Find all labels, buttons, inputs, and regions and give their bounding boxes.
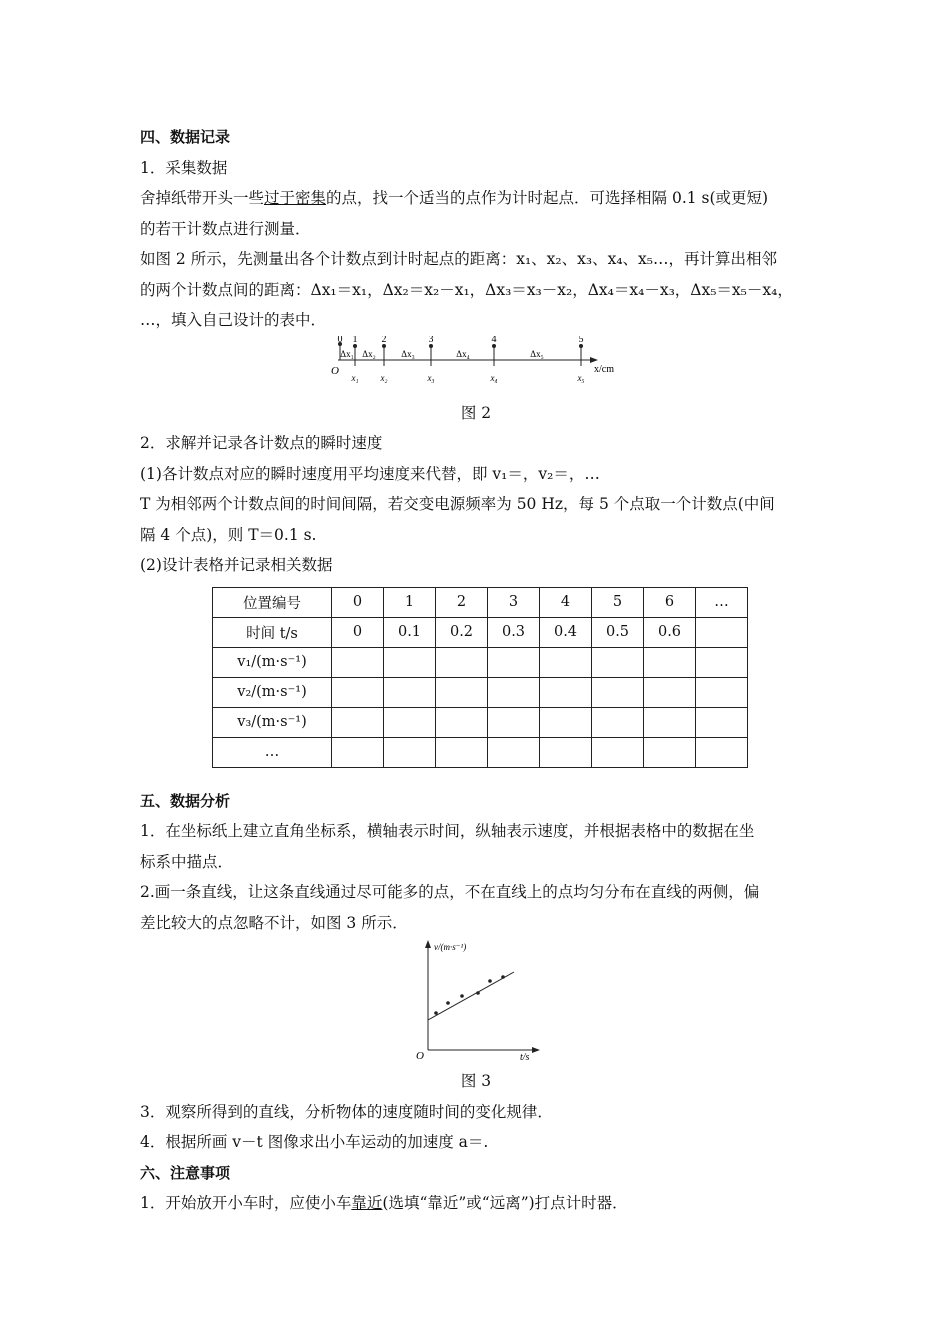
tape-label-2: 2 <box>381 335 387 345</box>
paragraph-draw-line: 2.画一条直线，让这条直线通过尽可能多的点，不在直线上的点均匀分布在直线的两侧，偏 <box>140 883 760 901</box>
paragraph-draw-line-cont: 差比较大的点忽略不计，如图 3 所示． <box>140 913 408 932</box>
tape-label-0: 0 <box>337 335 343 345</box>
table-cell: 时间 t/s <box>213 617 332 647</box>
section-heading-notes: 六、注意事项 <box>140 1163 231 1182</box>
underlined-answer: 靠近 <box>351 1194 383 1212</box>
delta-label-2: Δx₂ <box>362 348 376 359</box>
data-table <box>212 587 748 768</box>
vt-point <box>446 1001 450 1005</box>
table-cell: 0.1 <box>384 617 436 647</box>
tape-label-4: 4 <box>491 335 497 345</box>
section-heading-data-analysis: 五、数据分析 <box>140 791 231 810</box>
vt-point <box>501 975 505 979</box>
table-cell: 0.5 <box>592 617 644 647</box>
table-cell <box>696 617 748 647</box>
table-row <box>213 737 748 767</box>
delta-label-4: Δx₄ <box>456 348 470 359</box>
paragraph-plot-points-cont: 标系中描点． <box>140 852 234 871</box>
x-label-2: x₂ <box>380 372 388 383</box>
vt-origin: O <box>416 1050 424 1060</box>
vt-x-arrow <box>532 1047 540 1053</box>
subheading-instant-velocity: 2．求解并记录各计数点的瞬时速度 <box>140 434 383 452</box>
figure-2 <box>140 336 812 396</box>
paragraph-period-cont: 隔 4 个点)，则 T＝0.1 s. <box>140 525 317 544</box>
tape-diagram <box>326 336 626 392</box>
table-cell: 0 <box>332 587 384 617</box>
x-label-3: x₃ <box>427 372 435 383</box>
paragraph-avg-velocity: (1)各计数点对应的瞬时速度用平均速度来代替，即 v₁＝，v₂＝，… <box>140 464 600 483</box>
paragraph-observe: 3．观察所得到的直线，分析物体的速度随时间的变化规律． <box>140 1102 553 1121</box>
tape-label-5: 5 <box>578 335 584 345</box>
vt-fit-line <box>428 972 514 1020</box>
paragraph-measure-end: …，填入自己设计的表中． <box>140 311 327 329</box>
table-cell: 4 <box>540 587 592 617</box>
table-cell: v₂/(m·s⁻¹) <box>213 677 332 707</box>
x-label-5: x₅ <box>577 372 585 383</box>
paragraph-plot-points: 1．在坐标纸上建立直角坐标系，横轴表示时间，纵轴表示速度，并根据表格中的数据在坐 <box>140 822 755 840</box>
delta-label-1: Δx₁ <box>340 348 354 359</box>
figure-3 <box>140 938 812 1064</box>
figure-3-caption: 图 3 <box>460 1072 492 1090</box>
paragraph-design-table: (2)设计表格并记录相关数据 <box>140 556 333 574</box>
vt-graph <box>406 938 546 1060</box>
table-cell: 0.4 <box>540 617 592 647</box>
paragraph-acceleration: 4．根据所画 v－t 图像求出小车运动的加速度 a＝. <box>140 1133 489 1151</box>
paragraph-collect-cont: 的若干计数点进行测量． <box>140 219 311 238</box>
table-cell: 0.2 <box>436 617 488 647</box>
subheading-collect-data: 1．采集数据 <box>140 158 228 177</box>
figure-2-caption: 图 2 <box>460 403 492 422</box>
x-label-1: x₁ <box>351 372 359 383</box>
paragraph-measure: 如图 2 所示，先测量出各个计数点到计时起点的距离：x₁、x₂、x₃、x₄、x₅…，再计算出相邻 <box>140 250 777 268</box>
vt-point <box>434 1011 438 1015</box>
vt-y-arrow <box>425 940 431 948</box>
tape-origin: O <box>331 364 339 377</box>
table-cell: 1 <box>384 587 436 617</box>
table-cell: 6 <box>644 587 696 617</box>
table-row <box>213 617 748 647</box>
table-cell: 位置编号 <box>213 587 332 617</box>
table-cell: 0.6 <box>644 617 696 647</box>
table-cell: 0.3 <box>488 617 540 647</box>
table-cell: 5 <box>592 587 644 617</box>
table-row <box>213 647 748 677</box>
table-cell: … <box>213 737 332 767</box>
underlined-answer: 过于密集 <box>264 189 327 207</box>
table-cell: v₁/(m·s⁻¹) <box>213 647 332 677</box>
table-cell: 2 <box>436 587 488 617</box>
tape-axis-label: x/cm <box>594 363 614 375</box>
paragraph-collect: 舍掉纸带开头一些过于密集的点，找一个适当的点作为计时起点．可选择相隔 0.1 s(或更短) <box>140 189 769 207</box>
table-cell: v₃/(m·s⁻¹) <box>213 707 332 737</box>
delta-label-5: Δx₅ <box>530 348 544 359</box>
document-page <box>140 122 812 1219</box>
paragraph-measure-cont: 的两个计数点间的距离：Δx₁＝x₁，Δx₂＝x₂－x₁，Δx₃＝x₃－x₂，Δx₄＝x₄－x₃，Δx₅＝x₅－x₄， <box>140 280 793 299</box>
table-cell: 3 <box>488 587 540 617</box>
tape-label-1: 1 <box>352 335 358 345</box>
tape-label-3: 3 <box>428 335 434 345</box>
paragraph-note-1: 1．开始放开小车时，应使小车靠近(选填“靠近”或“远离”)打点计时器． <box>140 1194 628 1212</box>
table-cell: 0 <box>332 617 384 647</box>
table-row <box>213 677 748 707</box>
section-heading-data-record: 四、数据记录 <box>140 128 231 146</box>
vt-x-label: t/s <box>520 1052 530 1060</box>
delta-label-3: Δx₃ <box>401 348 415 359</box>
vt-y-label: v/(m·s⁻¹) <box>434 942 467 952</box>
vt-point <box>488 979 492 983</box>
vt-point <box>476 991 480 995</box>
table-row <box>213 707 748 737</box>
table-cell: … <box>696 587 748 617</box>
paragraph-period: T 为相邻两个计数点间的时间间隔，若交变电源频率为 50 Hz，每 5 个点取一个计数点(中间 <box>140 495 775 513</box>
x-label-4: x₄ <box>490 372 498 383</box>
tape-axis-arrow <box>590 357 598 363</box>
table-row <box>213 587 748 617</box>
vt-point <box>460 994 464 998</box>
